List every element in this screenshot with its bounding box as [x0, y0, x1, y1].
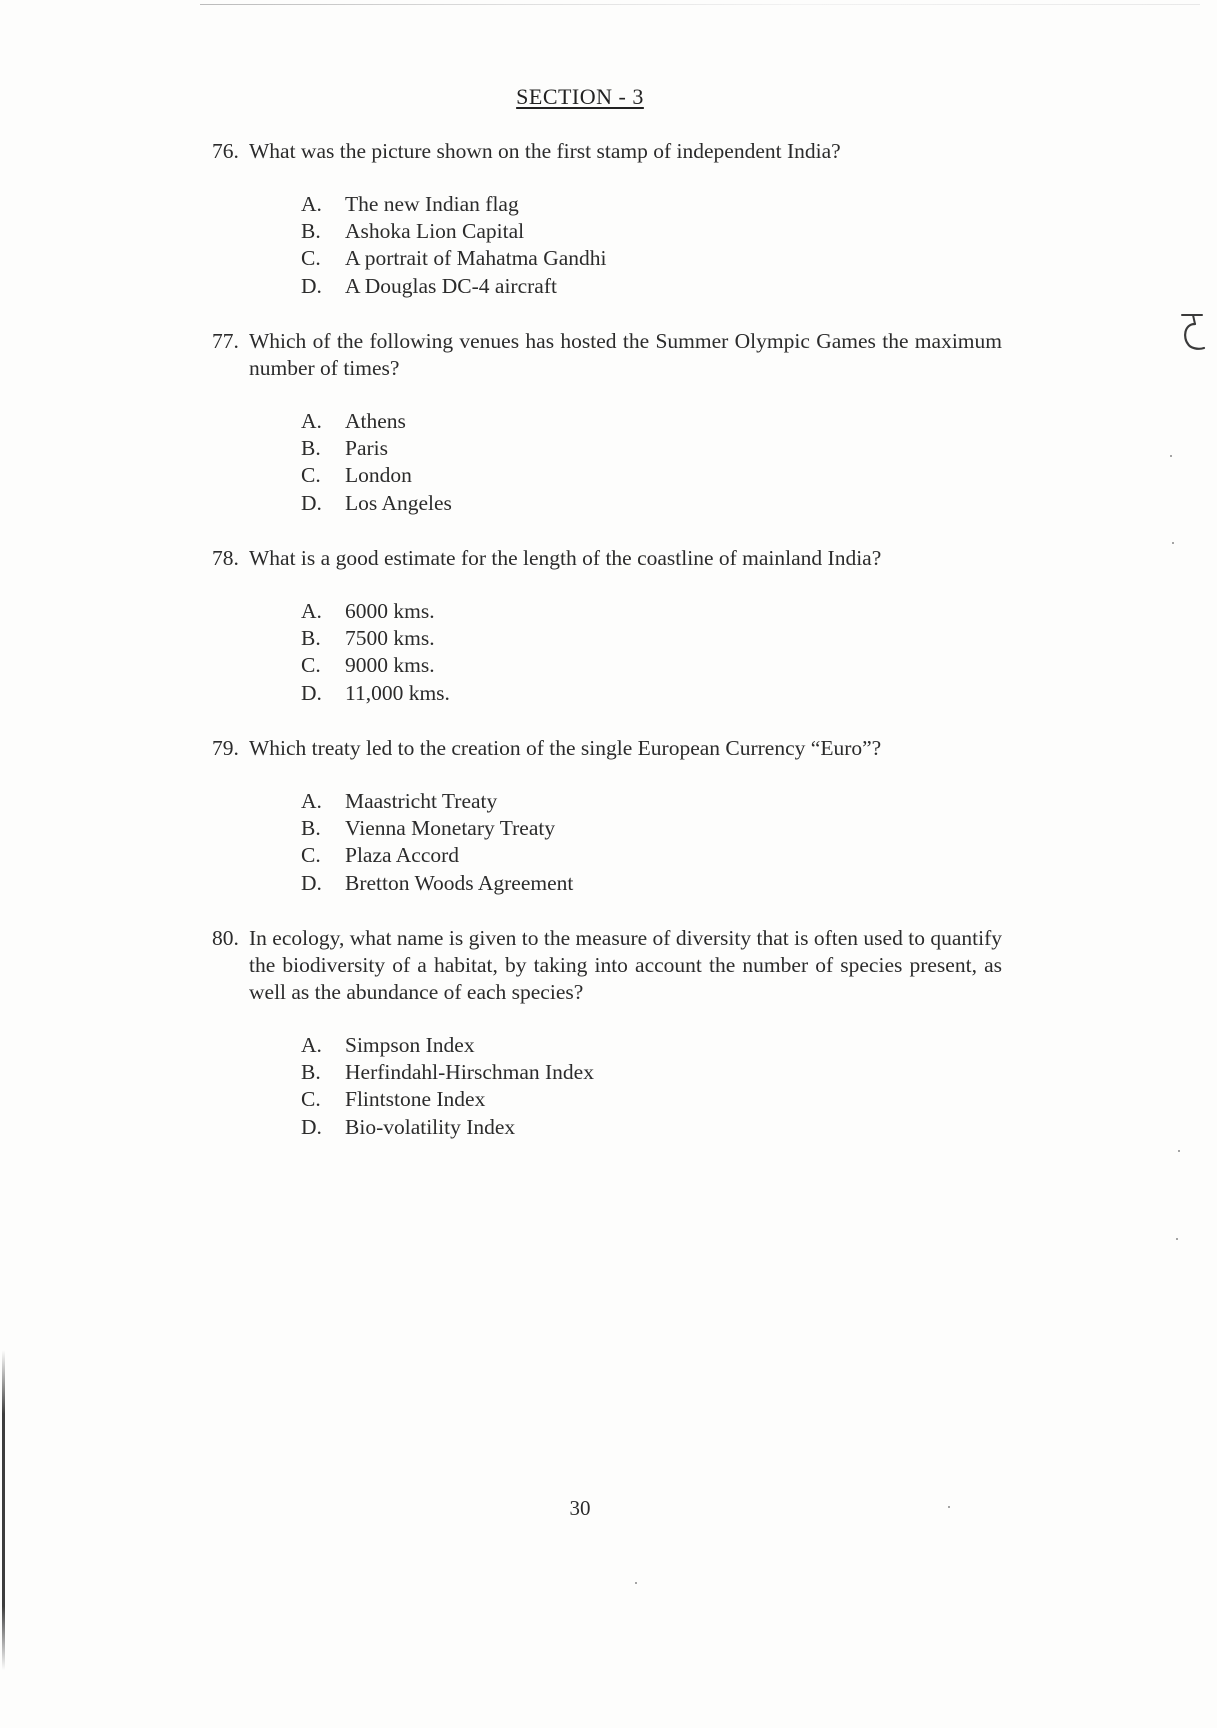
option-text: Herfindahl-Hirschman Index: [345, 1060, 594, 1085]
option-letter: A.: [301, 599, 322, 623]
option-text: Flintstone Index: [345, 1087, 486, 1112]
section-title: SECTION - 3: [516, 84, 644, 109]
option-b: [301, 218, 1002, 245]
option-list: [301, 1032, 1002, 1141]
option-letter: A.: [301, 1033, 322, 1057]
option-list: [301, 598, 1002, 707]
option-text: 11,000 kms.: [345, 680, 450, 705]
option-letter: C.: [301, 1087, 321, 1112]
question-stem: [212, 328, 1002, 382]
option-letter: D.: [301, 680, 322, 705]
option-text: Bretton Woods Agreement: [345, 870, 574, 895]
page-number: 30: [569, 1496, 591, 1520]
question-number: 76.: [212, 139, 239, 163]
question-stem: [212, 138, 1002, 165]
option-letter: B.: [301, 219, 321, 244]
option-text: Simpson Index: [345, 1033, 475, 1057]
option-letter: A.: [301, 409, 322, 433]
option-d: [301, 273, 1002, 300]
option-text: Maastricht Treaty: [345, 789, 498, 813]
option-list: [301, 408, 1002, 517]
option-list: [301, 191, 1002, 300]
option-d: [301, 680, 1002, 707]
option-d: [301, 870, 1002, 897]
question-number: 78.: [212, 546, 239, 570]
option-letter: A.: [301, 789, 322, 813]
option-letter: C.: [301, 653, 321, 678]
question-stem: [212, 925, 1002, 1006]
option-text: 9000 kms.: [345, 653, 435, 678]
option-b: [301, 1059, 1002, 1086]
scan-speck: [1176, 1238, 1178, 1240]
question-80: [212, 925, 1002, 1141]
option-a: [301, 191, 1002, 218]
option-text: Los Angeles: [345, 490, 452, 515]
option-c: [301, 1086, 1002, 1113]
option-d: [301, 490, 1002, 517]
question-number: 80.: [212, 926, 239, 950]
option-a: [301, 598, 1002, 625]
question-78: [212, 545, 1002, 707]
option-letter: B.: [301, 1060, 321, 1085]
option-text: Plaza Accord: [345, 843, 460, 868]
option-text: Ashoka Lion Capital: [345, 219, 525, 244]
option-letter: C.: [301, 463, 321, 488]
question-text: In ecology, what name is given to the measure of diversity that is often used to quantify the biodiversity of a habitat, by taking into account the number of species present, as well as the abundance of each species?: [249, 926, 1002, 1004]
option-b: [301, 815, 1002, 842]
top-rule: [200, 4, 1200, 5]
question-text: What was the picture shown on the first stamp of independent India?: [249, 139, 841, 163]
question-text: What is a good estimate for the length of the coastline of mainland India?: [249, 546, 882, 570]
option-letter: B.: [301, 626, 321, 651]
option-text: 7500 kms.: [345, 626, 435, 651]
option-letter: D.: [301, 1114, 322, 1139]
question-stem: [212, 545, 1002, 572]
scan-speck: [1170, 455, 1172, 457]
option-list: [301, 788, 1002, 897]
option-letter: B.: [301, 436, 321, 461]
option-letter: C.: [301, 246, 321, 271]
margin-handwritten-mark: [1180, 312, 1206, 358]
option-c: [301, 842, 1002, 869]
option-c: [301, 245, 1002, 272]
question-number: 79.: [212, 736, 239, 760]
question-text: Which of the following venues has hosted the Summer Olympic Games the maximum number of times?: [249, 329, 1002, 380]
option-b: [301, 625, 1002, 652]
option-a: [301, 788, 1002, 815]
option-text: A Douglas DC-4 aircraft: [345, 273, 557, 298]
question-text: Which treaty led to the creation of the single European Currency “Euro”?: [249, 736, 882, 760]
question-79: [212, 735, 1002, 897]
option-text: Vienna Monetary Treaty: [345, 816, 556, 841]
question-77: [212, 328, 1002, 517]
option-letter: D.: [301, 490, 322, 515]
option-a: [301, 1032, 1002, 1059]
scan-speck: [1172, 542, 1174, 544]
question-number: 77.: [212, 329, 239, 353]
scan-speck: [635, 1582, 637, 1584]
option-b: [301, 435, 1002, 462]
option-letter: A.: [301, 192, 322, 216]
scan-speck: [948, 1506, 950, 1508]
option-a: [301, 408, 1002, 435]
question-76: [212, 138, 1002, 300]
option-text: Paris: [345, 436, 388, 461]
option-text: London: [345, 463, 412, 488]
option-c: [301, 462, 1002, 489]
option-text: Bio-volatility Index: [345, 1114, 516, 1139]
option-letter: B.: [301, 816, 321, 841]
option-d: [301, 1114, 1002, 1141]
option-letter: C.: [301, 843, 321, 868]
option-text: 6000 kms.: [345, 599, 435, 623]
option-c: [301, 652, 1002, 679]
option-letter: D.: [301, 870, 322, 895]
option-letter: D.: [301, 273, 322, 298]
scan-speck: [1178, 1150, 1180, 1152]
option-text: A portrait of Mahatma Gandhi: [345, 246, 607, 271]
option-text: Athens: [345, 409, 406, 433]
question-stem: [212, 735, 1002, 762]
option-text: The new Indian flag: [345, 192, 519, 216]
